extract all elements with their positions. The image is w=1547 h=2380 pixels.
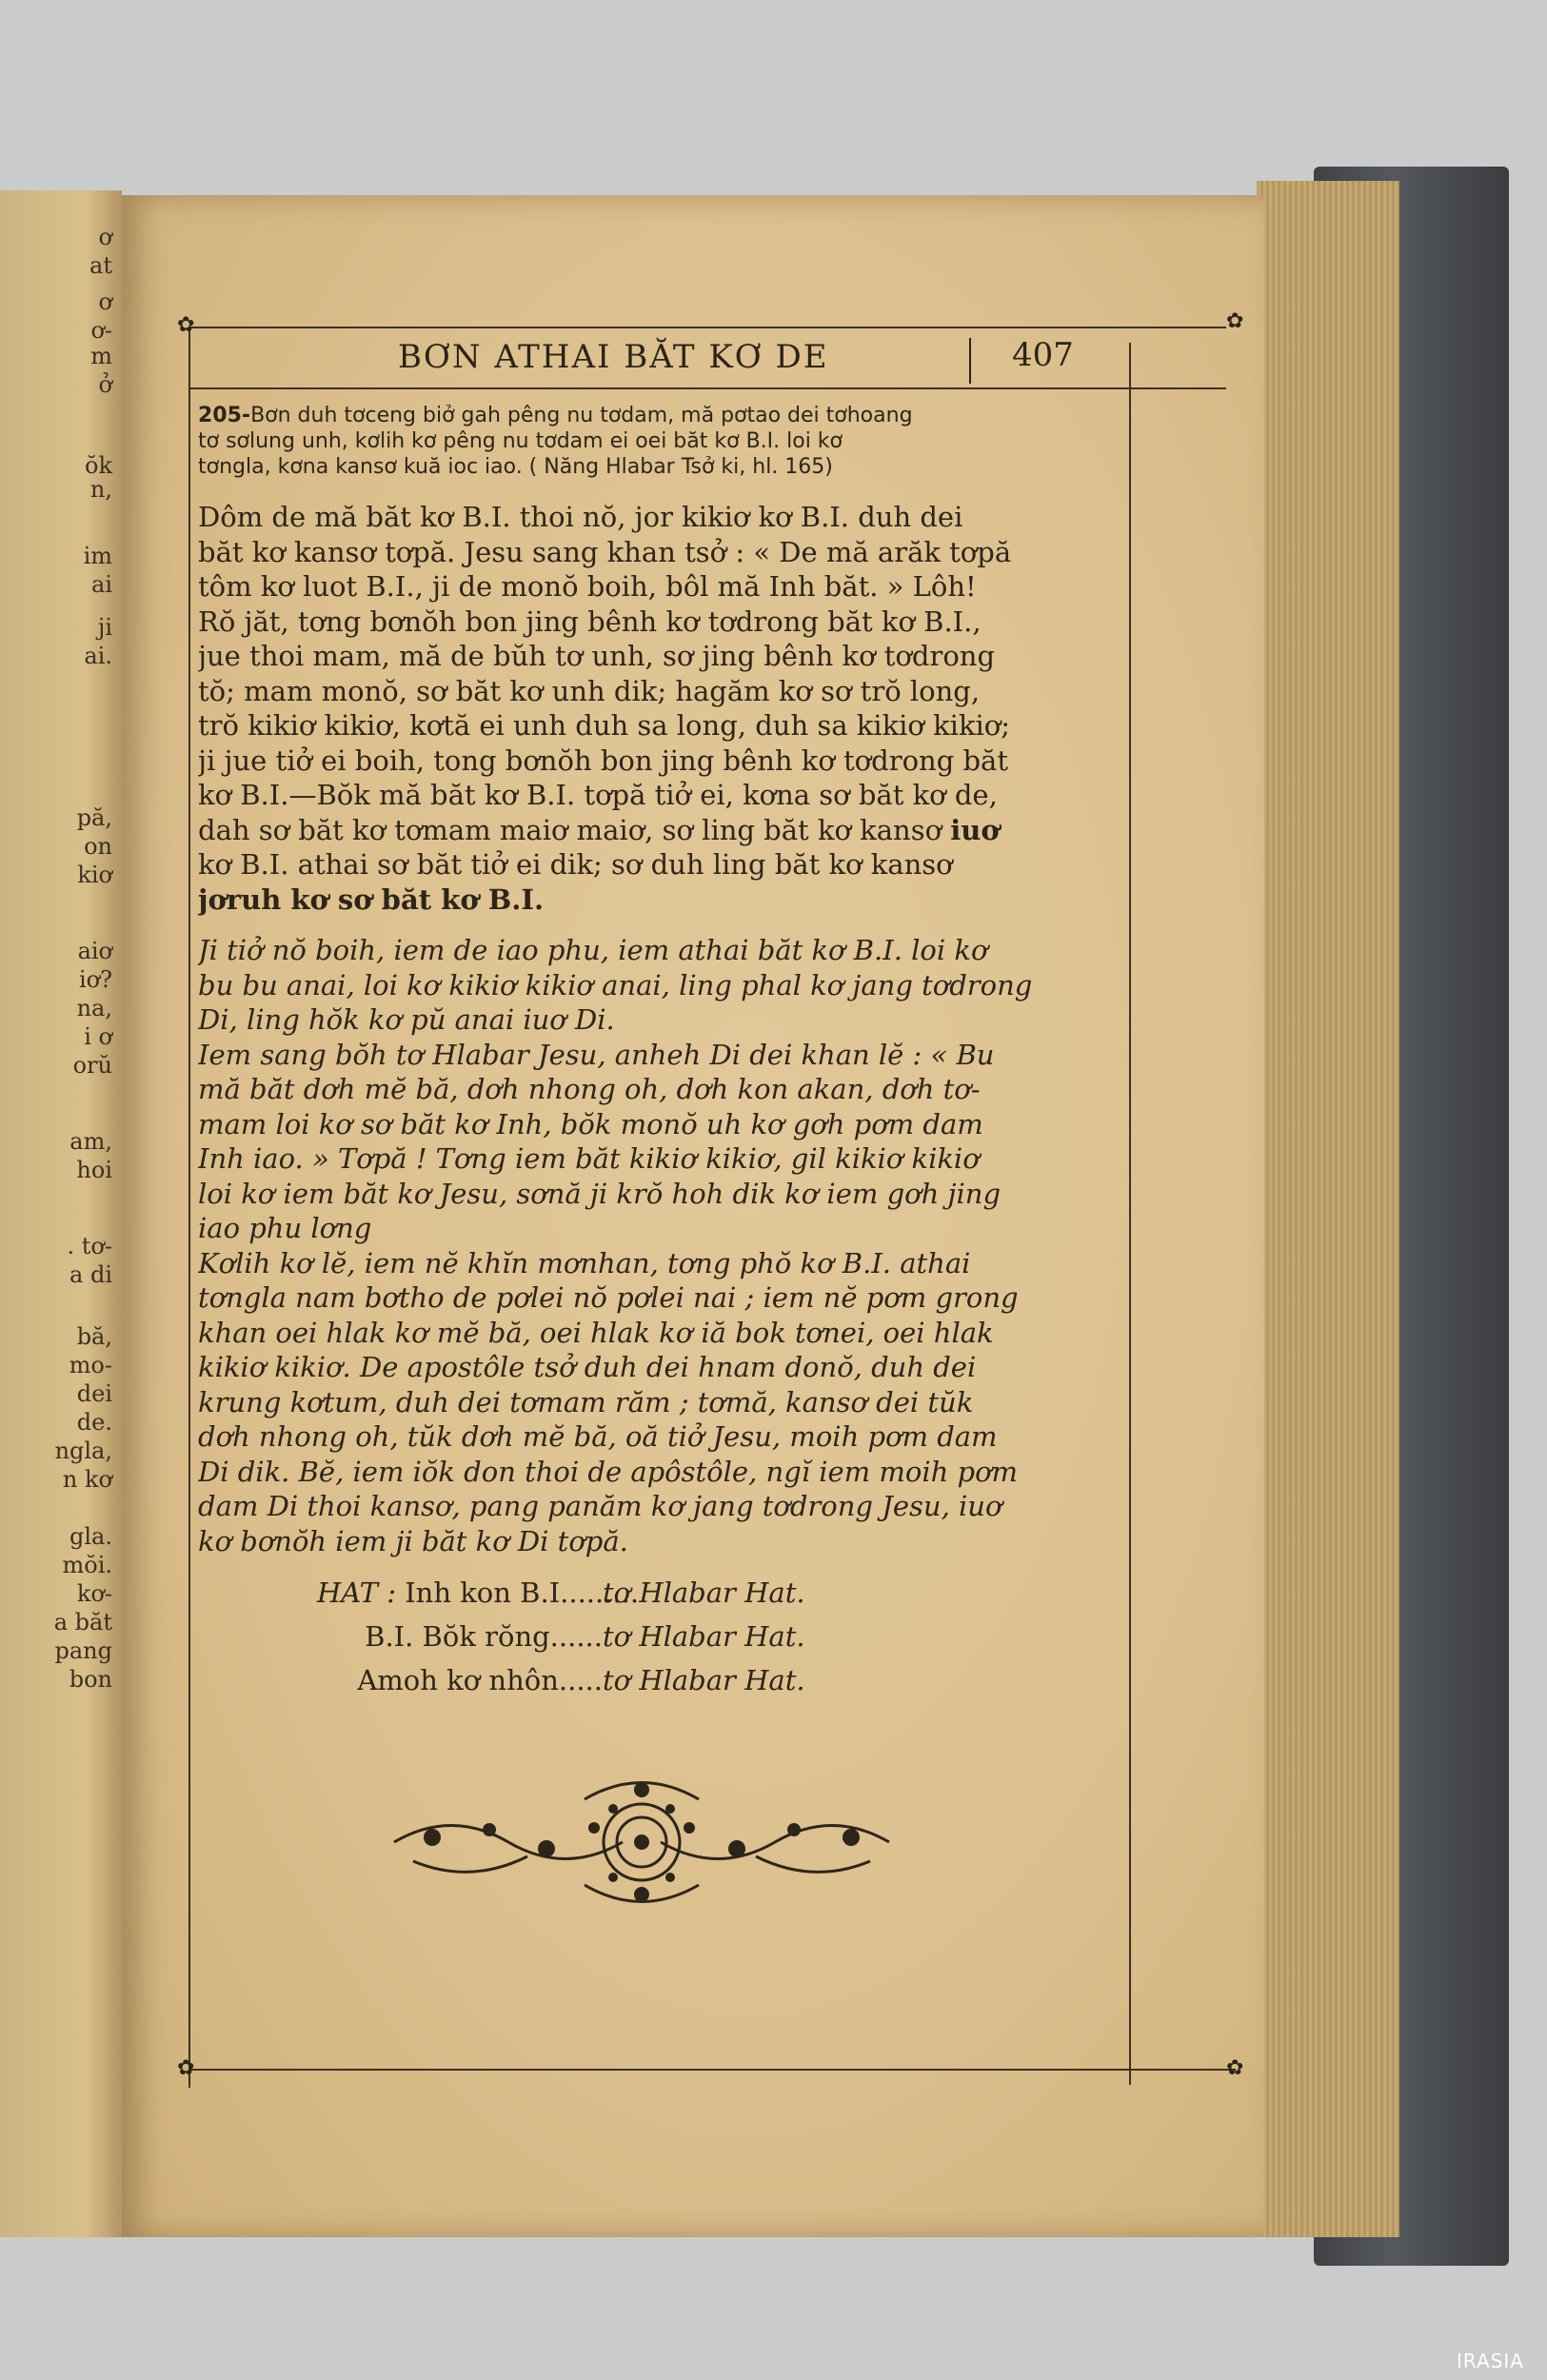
running-header-title: BƠN ATHAI BĂT KƠ DE bbox=[398, 338, 829, 376]
hymn-row bbox=[317, 1615, 805, 1658]
hymn-row bbox=[317, 1658, 805, 1702]
previous-page-fragment: aiơ bbox=[77, 938, 112, 964]
bottom-rule bbox=[188, 2069, 1236, 2071]
italic-line: Inh iao. » Tơpă ! Tơng iem băt kikiơ kikiơ, gil kikiơ kikiơ bbox=[198, 1142, 980, 1175]
body-line: kơ B.I. athai sơ băt tiở ei dik; sơ duh ling băt kơ kansơ bbox=[198, 848, 953, 881]
previous-page-fragment: on bbox=[84, 833, 112, 860]
previous-page-fragment: im bbox=[83, 543, 112, 569]
body-line: trŏ kikiơ kikiơ, kơtă ei unh duh sa long, duh sa kikiơ kikiơ; bbox=[198, 709, 1011, 742]
previous-page-fragment: a di bbox=[69, 1261, 112, 1288]
italic-line: kikiơ kikiơ. De apostôle tsở duh dei hnam donŏ, duh dei bbox=[198, 1351, 977, 1383]
corner-ornament-icon: ✿ bbox=[177, 2056, 195, 2080]
hymn-prefix: HAT : bbox=[317, 1577, 406, 1609]
italic-line: dam Di thoi kansơ, pang panăm kơ jang tơdrong Jesu, iuơ bbox=[198, 1490, 1002, 1522]
corner-ornament-icon: ✿ bbox=[1226, 309, 1244, 333]
previous-page-fragment: dei bbox=[76, 1380, 112, 1407]
previous-page-fragment: de. bbox=[76, 1409, 112, 1436]
previous-page-fragment: orŭ bbox=[72, 1052, 112, 1079]
previous-page-fragment: bon bbox=[69, 1666, 112, 1693]
page-407 bbox=[122, 195, 1264, 2237]
italic-line: khan oei hlak kơ mĕ bă, oei hlak kơ iă bok tơnei, oei hlak bbox=[198, 1316, 994, 1349]
corner-ornament-icon: ✿ bbox=[1226, 2056, 1244, 2080]
previous-page-fragment: pang bbox=[54, 1637, 112, 1664]
corner-ornament-icon: ✿ bbox=[177, 313, 195, 337]
body-paragraph bbox=[198, 500, 1112, 917]
previous-page-fragment: at bbox=[89, 252, 112, 279]
previous-page-fragment: ai bbox=[91, 571, 112, 598]
italic-line: iao phu lơng bbox=[198, 1212, 372, 1244]
body-line: ji jue tiở ei boih, tong bơnŏh bon jing bênh kơ tơdrong băt bbox=[198, 744, 1008, 777]
previous-page-fragment: a băt bbox=[53, 1609, 112, 1636]
previous-page-fragment: pă, bbox=[76, 804, 112, 831]
top-rule bbox=[188, 327, 1226, 328]
page-number: 407 bbox=[1012, 336, 1074, 374]
watermark: IRASIA bbox=[1457, 2350, 1524, 2372]
header-underline bbox=[188, 387, 1226, 389]
previous-page-fragment: ở bbox=[98, 371, 112, 398]
footnote-line: tơngla, kơna kansơ kuă ioc iao. ( Năng Hlabar Tsở ki, hl. 165) bbox=[198, 455, 833, 479]
hymn-title: Inh kon B.I......... bbox=[405, 1577, 640, 1609]
previous-page-fragment: ơ- bbox=[90, 317, 112, 344]
previous-page-fragment: mŏi. bbox=[62, 1552, 112, 1578]
body-line: tŏ; mam monŏ, sơ băt kơ unh dik; hagăm kơ sơ trŏ long, bbox=[198, 674, 981, 707]
hymn-list bbox=[317, 1571, 805, 1702]
previous-page-fragment: iơ? bbox=[79, 966, 112, 993]
body-line: dah sơ băt kơ tơmam maiơ maiơ, sơ ling băt kơ kansơ iuơ bbox=[198, 813, 1000, 846]
previous-page bbox=[0, 190, 122, 2237]
italic-line: Di, ling hŏk kơ pŭ anai iuơ Di. bbox=[198, 1003, 615, 1036]
body-line: Rŏ jăt, tơng bơnŏh bon jing bênh kơ tơdrong băt kơ B.I., bbox=[198, 605, 982, 638]
body-line: Dôm de mă băt kơ B.I. thoi nŏ, jor kikiơ kơ B.I. duh dei bbox=[198, 501, 963, 533]
italic-line: Ji tiở nŏ boih, iem de iao phu, iem athai băt kơ B.I. loi kơ bbox=[198, 934, 988, 966]
italic-exhortation bbox=[198, 933, 1112, 1558]
hymn-reference: tơ Hlabar Hat. bbox=[603, 1664, 805, 1696]
italic-line: loi kơ iem băt kơ Jesu, sơnă ji krŏ hoh dik kơ iem gơh jing bbox=[198, 1177, 1002, 1210]
footnote-block bbox=[198, 403, 1112, 480]
previous-page-fragment: n, bbox=[89, 476, 112, 503]
hymn-reference: tơ Hlabar Hat. bbox=[603, 1620, 805, 1653]
hymn-row bbox=[317, 1571, 805, 1615]
footnote-line: 205-Bơn duh tơceng biở gah pêng nu tơdam, mă pơtao dei tơhoang bbox=[198, 404, 913, 427]
previous-page-fragment: kơ- bbox=[76, 1580, 112, 1607]
page-stack-edge bbox=[1257, 181, 1399, 2237]
right-rule bbox=[1129, 343, 1131, 2085]
italic-line: bu bu anai, loi kơ kikiơ kikiơ anai, ling phal kơ jang tơdrong bbox=[198, 968, 1033, 1002]
previous-page-fragment: ơ bbox=[98, 224, 112, 250]
italic-line: kơ bơnŏh iem ji băt kơ Di tơpă. bbox=[198, 1524, 628, 1557]
footnote-line: tơ sơlung unh, kơlih kơ pêng nu tơdam ei oei băt kơ B.I. loi kơ bbox=[198, 429, 843, 453]
previous-page-fragment: mo- bbox=[69, 1352, 112, 1378]
previous-page-fragment: ŏk bbox=[85, 452, 112, 479]
body-line-bold: jơruh kơ sơ băt kơ B.I. bbox=[198, 883, 545, 916]
body-line: tôm kơ luot B.I., ji de monŏ boih, bôl mă Inh băt. » Lôh! bbox=[198, 570, 977, 603]
italic-line: Iem sang bŏh tơ Hlabar Jesu, anheh Di dei khan lĕ : « Bu bbox=[198, 1038, 995, 1071]
italic-line: mam loi kơ sơ băt kơ Inh, bŏk monŏ uh kơ gơh pơm dam bbox=[198, 1107, 983, 1140]
italic-line: tơngla nam bơtho de pơlei nŏ pơlei nai ; iem nĕ pơm grong bbox=[198, 1281, 1019, 1314]
italic-line: krung kơtum, duh dei tơmam răm ; tơmă, kansơ dei tŭk bbox=[198, 1385, 974, 1418]
previous-page-fragment: bă, bbox=[76, 1323, 112, 1350]
italic-line: Di dik. Bĕ, iem iŏk don thoi de apôstôle, ngĭ iem moih pơm bbox=[198, 1455, 1019, 1488]
footnote-number: 205- bbox=[198, 404, 251, 427]
body-line: băt kơ kansơ tơpă. Jesu sang khan tsở : « De mă arăk tơpă bbox=[198, 535, 1012, 568]
previous-page-fragment: ji bbox=[97, 614, 112, 641]
previous-page-fragment: na, bbox=[76, 995, 112, 1021]
previous-page-fragment: ai. bbox=[84, 643, 112, 669]
left-rule bbox=[188, 327, 190, 2088]
previous-page-fragment: kiơ bbox=[77, 862, 112, 888]
italic-line: dơh nhong oh, tŭk dơh mĕ bă, oă tiở Jesu, moih pơm dam bbox=[198, 1420, 998, 1453]
previous-page-fragment: ngla, bbox=[54, 1438, 112, 1464]
previous-page-fragment: m bbox=[90, 343, 112, 369]
previous-page-fragment: ơ bbox=[98, 288, 112, 315]
previous-page-fragment: am, bbox=[69, 1128, 112, 1155]
italic-line: mă băt dơh mĕ bă, dơh nhong oh, dơh kon akan, dơh tơ- bbox=[198, 1073, 981, 1105]
hymn-title: B.I. Bŏk rŏng...... bbox=[365, 1620, 603, 1653]
hymn-title: Amoh kơ nhôn..... bbox=[357, 1664, 603, 1696]
previous-page-fragment: n kơ bbox=[62, 1466, 112, 1493]
body-line: jue thoi mam, mă de bŭh tơ unh, sơ jing bênh kơ tơdrong bbox=[198, 640, 996, 672]
italic-line: Kơlih kơ lĕ, iem nĕ khĭn mơnhan, tơng phŏ kơ B.I. athai bbox=[198, 1246, 971, 1279]
floral-ornament-icon bbox=[375, 1771, 908, 1914]
previous-page-fragment: hoi bbox=[76, 1157, 112, 1183]
previous-page-fragment: . tơ- bbox=[67, 1233, 112, 1259]
hymn-reference: tơ Hlabar Hat. bbox=[603, 1577, 805, 1609]
body-line: kơ B.I.—Bŏk mă băt kơ B.I. tơpă tiở ei, kơna sơ băt kơ de, bbox=[198, 779, 998, 811]
previous-page-fragment: i ơ bbox=[84, 1023, 112, 1050]
previous-page-fragment: gla. bbox=[69, 1523, 112, 1550]
header-separator bbox=[969, 338, 971, 384]
